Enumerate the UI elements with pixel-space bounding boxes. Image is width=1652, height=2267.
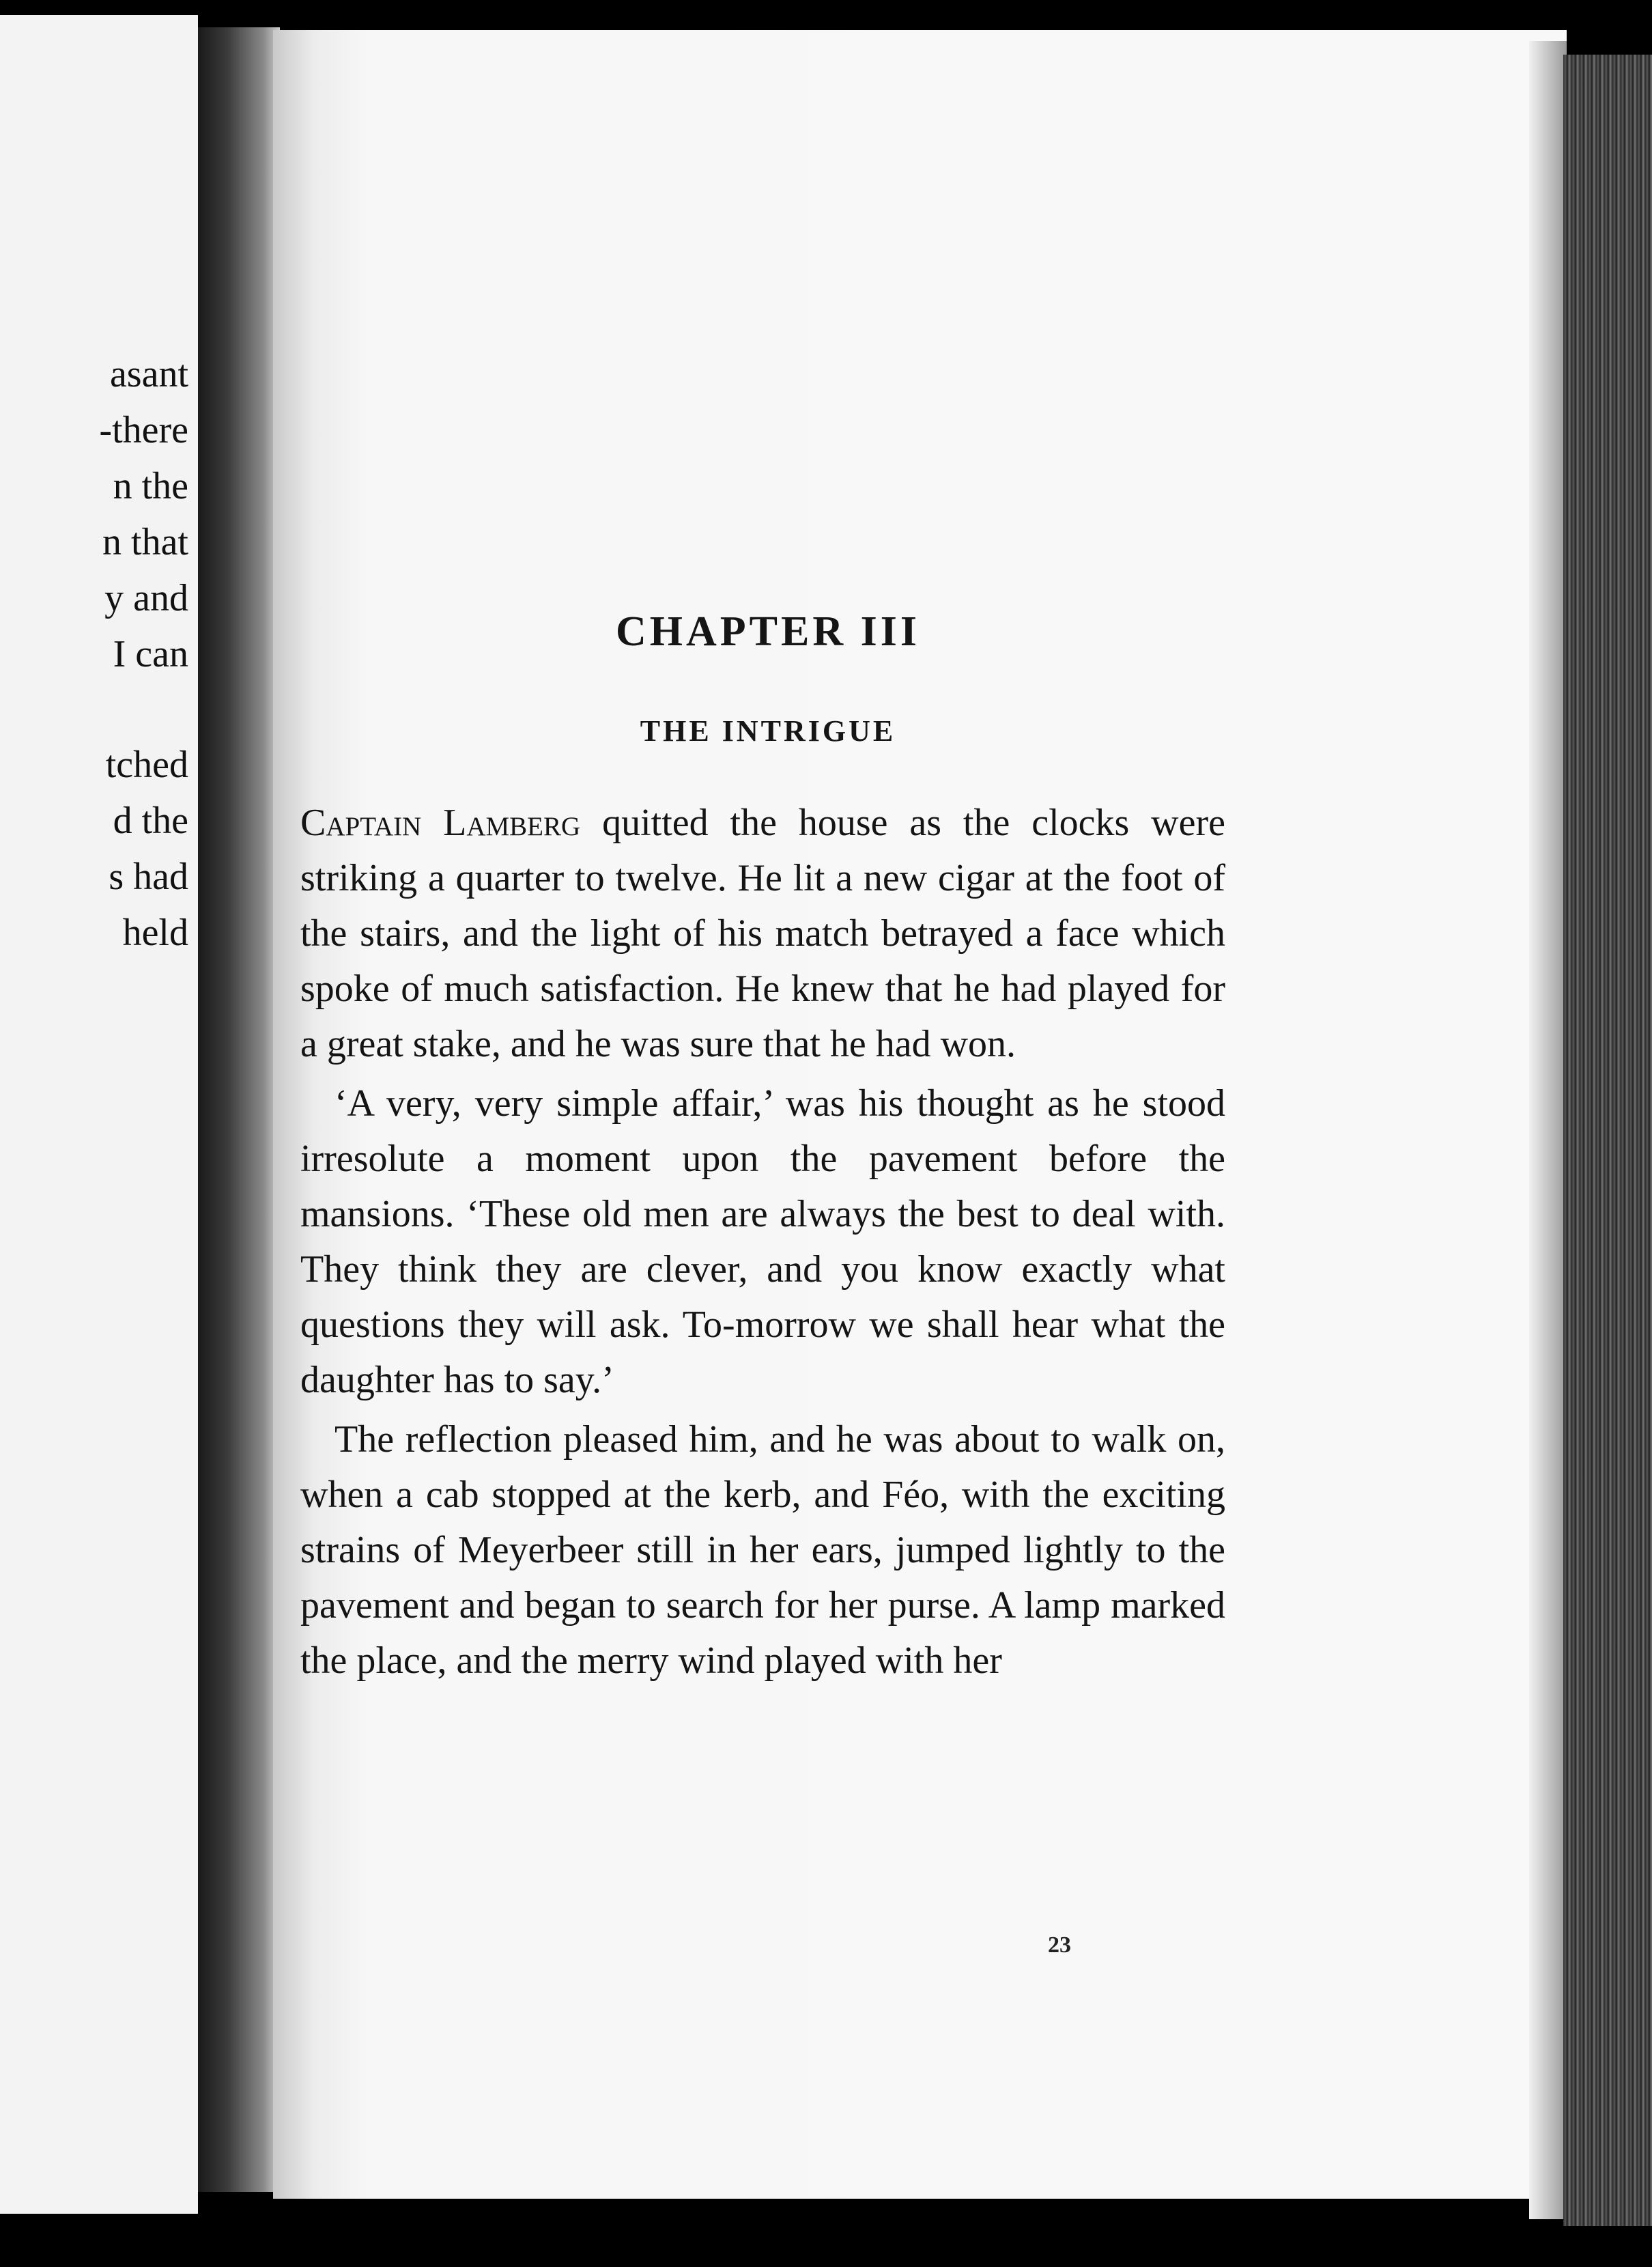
left-page: [0, 15, 198, 2214]
paragraph-lead: Captain Lamberg: [300, 802, 581, 844]
book-page-edges: [1563, 55, 1652, 2226]
book-gutter-shadow: [198, 27, 280, 2192]
left-page-line: tched: [105, 744, 188, 786]
paragraph: [300, 795, 1225, 1072]
paragraph: ‘A very, very simple affair,’ was his thought as he stood irresolute a moment upon the pavement before the mansions. ‘These old men are always the best to deal with. They think they are clever, and you know exactly what questions they will ask. To-morrow we shall hear what the daughter has to say.’: [300, 1082, 1225, 1401]
binding-mark: [765, 15, 799, 27]
left-page-line: -there: [99, 409, 188, 451]
left-page-line: n that: [102, 521, 188, 563]
left-page-line: d the: [113, 800, 188, 842]
paragraph: The reflection pleased him, and he was about to walk on, when a cab stopped at the kerb, and Féo, with the exciting strains of Meyerbeer still in her ears, jumped lightly to the pavement and began to search for her purse. A lamp marked the place, and the merry wind played with her: [300, 1418, 1225, 1682]
left-page-line: I can: [113, 633, 188, 675]
page-number: 23: [1048, 1932, 1071, 1958]
left-page-line: y and: [104, 577, 188, 619]
left-page-line: asant: [109, 353, 188, 395]
chapter-heading: CHAPTER III: [615, 608, 920, 655]
body-text: [300, 795, 1225, 1689]
chapter-title: THE INTRIGUE: [640, 714, 896, 748]
page-edge-shadow: [1529, 41, 1567, 2219]
paragraph-text: quitted the house as the clocks were striking a quarter to twelve. He lit a new cigar at the foot of the stairs, and the light of his match betrayed a face which spoke of much satisfaction. He knew that he had played for a great stake, and he was sure that he had won.: [300, 802, 1225, 1065]
left-page-line: held: [122, 912, 188, 954]
left-page-line: s had: [109, 856, 188, 898]
left-page-line: n the: [113, 465, 188, 507]
